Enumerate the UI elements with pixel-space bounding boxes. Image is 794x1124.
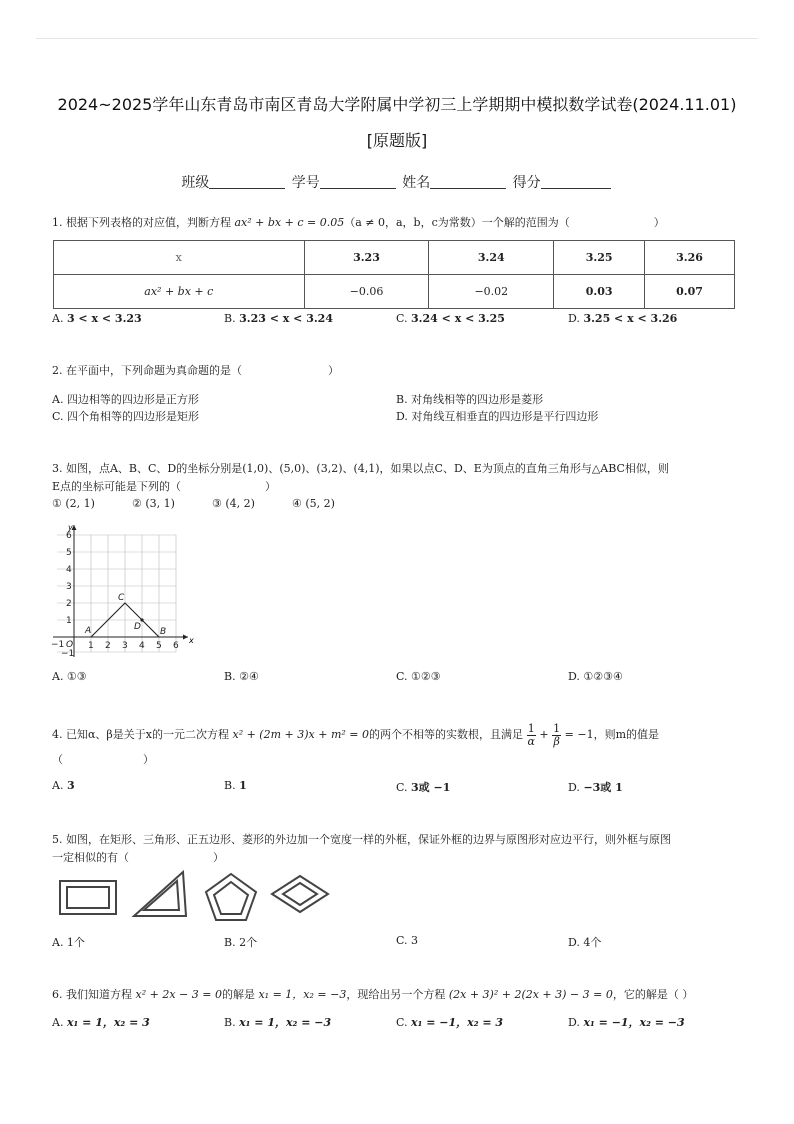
question-4-stem-line2: （ ） [52, 753, 154, 766]
question-5-stem-line2: 一定相似的有（ ） [52, 851, 224, 864]
question-1-stem: 1. 根据下列表格的对应值，判断方程 ax² + bx + c = 0.05（a ≠ 0，a，b，c为常数）一个解的范围为（ ） [52, 216, 665, 229]
class-label: 班级 [181, 175, 210, 191]
score-label: 得分 [512, 175, 541, 191]
q6-option-a[interactable]: A. x₁ = 1，x₂ = 3 [52, 1016, 150, 1029]
question-3-stem-line1: 3. 如图，点A、B、C、D的坐标分别是(1,0)、(5,0)、(3,2)、(4,1)，如果以点C、D、E为顶点的直角三角形与△ABC相似，则 [52, 462, 669, 475]
q1-option-b[interactable]: B. 3.23 < x < 3.24 [224, 312, 333, 325]
table-cell: −0.02 [429, 275, 554, 309]
question-6-stem: 6. 我们知道方程 x² + 2x − 3 = 0的解是 x₁ = 1，x₂ = −3，现给出另一个方程 (2x + 3)² + 2(2x + 3) − 3 = 0，它的解是（ ） [52, 988, 694, 1001]
x-tick-label: 1 [88, 641, 94, 651]
table-cell: 0.07 [645, 275, 735, 309]
q1-option-a[interactable]: A. 3 < x < 3.23 [52, 312, 142, 325]
question-5-stem-line1: 5. 如图，在矩形、三角形、正五边形、菱形的外边加一个宽度一样的外框，保证外框的边界与原图形对应边平行，则外框与原图 [52, 833, 671, 846]
q3-choice-2: ② (3, 1) [132, 497, 175, 510]
q5-option-a[interactable]: A. 1个 [52, 936, 85, 949]
number-field[interactable] [320, 175, 396, 189]
q1-equation: ax² + bx + c = 0.05 [234, 216, 345, 229]
framed-pentagon [206, 874, 256, 920]
y-tick-label: 2 [66, 599, 72, 609]
q2-option-c[interactable]: C. 四个角相等的四边形是矩形 [52, 410, 200, 423]
y-tick-label: 6 [66, 531, 72, 541]
value-table [53, 240, 735, 309]
framed-triangle [134, 872, 186, 916]
y-axis-label: y [68, 523, 73, 532]
q1-option-d[interactable]: D. 3.25 < x < 3.26 [568, 312, 678, 325]
framed-rhombus [272, 876, 328, 912]
q3-option-a[interactable]: A. ①③ [52, 670, 87, 683]
framed-rectangle [60, 881, 116, 914]
point-d-label: D [134, 622, 141, 632]
q6-equation-2: (2x + 3)² + 2(2x + 3) − 3 = 0 [448, 988, 613, 1001]
grid-lines [57, 535, 176, 652]
student-info-row [0, 172, 794, 192]
q3-option-b[interactable]: B. ②④ [224, 670, 259, 683]
origin-label: O [66, 640, 74, 650]
table-cell: 3.25 [554, 241, 645, 275]
table-row [54, 275, 735, 309]
q3-option-c[interactable]: C. ①②③ [396, 670, 441, 683]
table-row [54, 241, 735, 275]
q6-option-c[interactable]: C. x₁ = −1，x₂ = 3 [396, 1016, 504, 1029]
q6-option-d[interactable]: D. x₁ = −1，x₂ = −3 [568, 1016, 685, 1029]
q4-option-c[interactable]: C. 3或 −1 [396, 781, 451, 794]
question-4-stem: 4. 已知α、β是关于x的一元二次方程 x² + (2m + 3)x + m² = 0的两个不相等的实数根，且满足 $\frac{1}{\alpha}$ + $\frac{1}{\beta}$ = −1，则m的值是 [52, 721, 660, 748]
x-tick-label: 5 [156, 641, 162, 651]
q4-option-d[interactable]: D. −3或 1 [568, 781, 623, 794]
table-cell: 3.23 [304, 241, 429, 275]
table-cell: −0.06 [304, 275, 429, 309]
q3-option-d[interactable]: D. ①②③④ [568, 670, 623, 683]
exam-title: 2024~2025学年山东青岛市南区青岛大学附属中学初三上学期期中模拟数学试卷(2024.11.01) [57, 95, 737, 114]
x-tick-label: 4 [139, 641, 145, 651]
x-tick-label: 6 [173, 641, 179, 651]
q5-option-c[interactable]: C. 3 [396, 934, 419, 947]
x-tick-label: 2 [105, 641, 111, 651]
y-tick-label: 4 [66, 565, 72, 575]
q4-option-a[interactable]: A. 3 [52, 779, 75, 792]
q4-equation: x² + (2m + 3)x + m² = 0 [232, 728, 369, 741]
q2-option-b[interactable]: B. 对角线相等的四边形是菱形 [396, 393, 544, 406]
fraction-one-over-beta: $\frac{1}{\beta}$ [553, 721, 561, 748]
q6-option-b[interactable]: B. x₁ = 1，x₂ = −3 [224, 1016, 332, 1029]
point-b-label: B [160, 627, 167, 637]
name-field[interactable] [430, 175, 506, 189]
table-cell: 3.26 [645, 241, 735, 275]
q2-option-a[interactable]: A. 四边相等的四边形是正方形 [52, 393, 199, 406]
q3-choice-1: ① (2, 1) [52, 497, 95, 510]
q6-equation-1: x² + 2x − 3 = 0 [135, 988, 222, 1001]
coordinate-graph [48, 522, 198, 662]
table-cell: 0.03 [554, 275, 645, 309]
framed-shapes-figure [50, 868, 340, 924]
number-label: 学号 [291, 175, 320, 191]
point-a-label: A [85, 626, 92, 636]
x-tick-label: 3 [122, 641, 128, 651]
x-axis-label: x [189, 636, 194, 645]
question-2-stem: 2. 在平面中，下列命题为真命题的是（ ） [52, 364, 339, 377]
table-header-cell: x [54, 241, 305, 275]
exam-subtitle: [原题版] [366, 131, 428, 150]
y-tick-label: −1 [61, 649, 75, 659]
table-cell: 3.24 [429, 241, 554, 275]
question-3-stem-line2: E点的坐标可能是下列的（ ） [52, 480, 277, 493]
y-tick-label: 3 [66, 582, 72, 592]
score-field[interactable] [541, 175, 611, 189]
class-field[interactable] [209, 175, 285, 189]
q5-option-b[interactable]: B. 2个 [224, 936, 258, 949]
q6-known-solution: x₁ = 1，x₂ = −3 [258, 988, 347, 1001]
q3-choice-3: ③ (4, 2) [212, 497, 255, 510]
table-header-cell: ax² + bx + c [54, 275, 305, 309]
y-tick-label: 5 [66, 548, 72, 558]
q3-choice-4: ④ (5, 2) [292, 497, 335, 510]
q1-option-c[interactable]: C. 3.24 < x < 3.25 [396, 312, 505, 325]
x-axis-arrow [183, 635, 188, 640]
name-label: 姓名 [402, 175, 431, 191]
x-tick-label: −1 [51, 640, 65, 650]
header-divider [36, 38, 758, 39]
q4-option-b[interactable]: B. 1 [224, 779, 247, 792]
point-c-label: C [118, 593, 125, 603]
q5-option-d[interactable]: D. 4个 [568, 936, 602, 949]
fraction-one-over-alpha: $\frac{1}{\alpha}$ [527, 721, 535, 748]
y-tick-label: 1 [66, 616, 72, 626]
q2-option-d[interactable]: D. 对角线互相垂直的四边形是平行四边形 [396, 410, 599, 423]
